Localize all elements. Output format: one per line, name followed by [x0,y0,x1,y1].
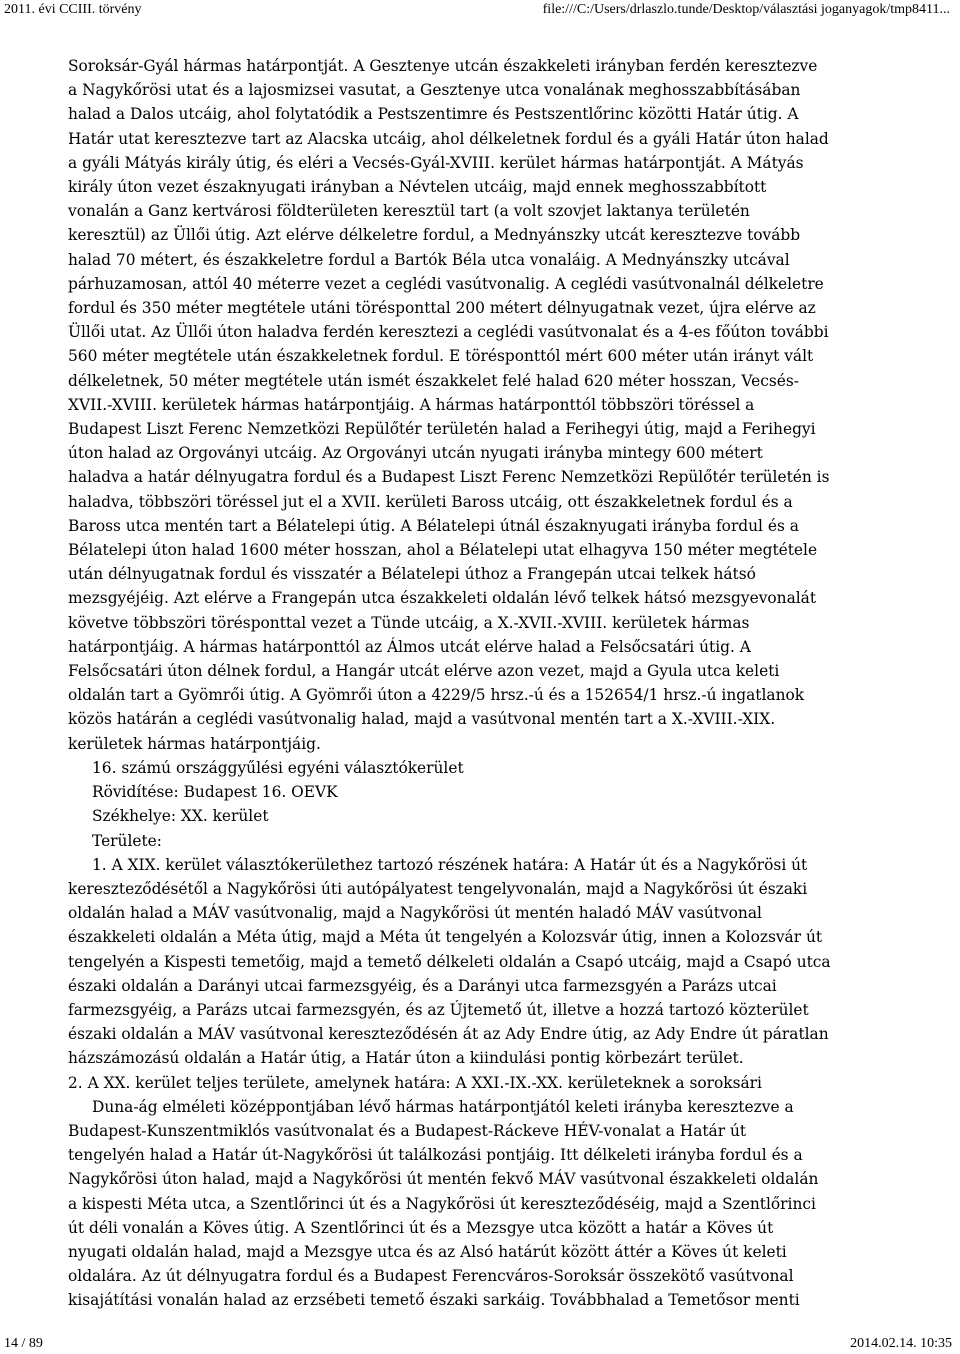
text-line: király úton vezet északnyugati irányban a Névtelen utcáig, majd ennek meghosszabbított [68,178,767,197]
text-line: mezsgyéjéig. Azt elérve a Frangepán utca északkeleti oldalán lévő telkek hátsó mezsgyevonalát [68,589,817,608]
text-line: kerületek hármas határpontjáig. [68,734,321,753]
text-line: kereszteződésétől a Nagykőrösi úti autópályatest tengelyvonalán, majd a Nagykőrösi út északi [68,879,808,898]
text-line: fordul és 350 méter megtétele utáni törésponttal 200 métert délnyugatnak vezet, újra elérve az [68,299,816,318]
text-line: északi oldalán a MÁV vasútvonal kereszteződésén át az Ady Endre útig, az Ady Endre út páratlan [68,1025,829,1044]
text-line: haladva a határ délnyugatra fordul és a Budapest Liszt Ferenc Nemzetközi Repülőtér területén is [68,468,830,487]
print-datetime: 2014.02.14. 10:35 [850,1336,952,1351]
text-line: délkeletnek, 50 méter megtétele után ismét északkelet felé halad 620 méter hosszan, Vecsés- [68,371,799,390]
text-line: úton halad az Orgoványi utcáig. Az Orgoványi utcán nyugati irányba mintegy 600 métert [68,444,763,463]
text-line: Határ utat keresztezve tart az Alacska utcáig, ahol délkeletnek fordul és a gyáli Határ úton halad [68,129,829,148]
text-line: közös határán a ceglédi vasútvonalig halad, majd a vasútvonal mentén tart a X.-XVIII.-XIX. [68,710,776,729]
text-line: oldalán tart a Gyömrői útig. A Gyömrői úton a 4229/5 hrsz.-ú és a 152654/1 hrsz.-ú ingatlanok [68,686,805,705]
text-line: haladva, többszöri töréssel jut el a XVII. kerületi Baross utcáig, ott északkeletnek fordul és a [68,492,793,511]
text-line: tengelyén halad a Határ út-Nagykőrösi út találkozási pontjáig. Itt délkeleti irányba fordul és a [68,1146,803,1165]
text-line: északi oldalán a Darányi utcai farmezsgyéig, és a Darányi utca farmezsgyén a Parázs utcai [68,976,777,995]
text-line: halad 70 métert, és északkeletre fordul a Bartók Béla utca vonaláig. A Mednyánszky utcával [68,250,790,269]
text-line: Területe: [92,831,162,850]
text-line: oldalán halad a MÁV vasútvonalig, majd a Nagykőrösi út mentén haladó MÁV vasútvonal [68,904,762,923]
text-line: oldalára. Az út délnyugatra fordul és a Budapest Ferencváros-Soroksár összekötő vasútvonal [68,1267,794,1286]
text-line: északkeleti oldalán a Méta útig, majd a Méta út tengelyén a Kolozsvár útig, innen a Kolozsvár út [68,928,823,947]
text-line: házszámozású oldalán a Határ útig, a Határ úton a kiindulási pontig körbezárt terület. [68,1049,744,1068]
text-line: Székhelye: XX. kerület [92,807,269,826]
text-line: Baross utca mentén tart a Bélatelepi útig. A Bélatelepi útnál északnyugati irányba fordul és a [68,516,799,535]
page-number: 14 / 89 [4,1336,43,1351]
text-line: 1. A XIX. kerület választókerülethez tartozó részének határa: A Határ út és a Nagykőrösi út [92,855,808,874]
text-line: határpontjáig. A hármas határponttól az Álmos utcát elérve halad a Felsőcsatári útig. A [68,637,751,656]
text-line: 16. számú országgyűlési egyéni választókerület [92,758,464,777]
text-line: Nagykőrösi úton halad, majd a Nagykőrösi út mentén fekvő MÁV vasútvonal északkeleti oldalán [68,1170,819,1189]
text-line: Soroksár-Gyál hármas határpontját. A Gesztenye utcán északkeleti irányban ferdén keresztezve [68,57,818,75]
text-line: Rövidítése: Budapest 16. OEVK [92,783,338,802]
document-body [68,54,894,1313]
text-line: Felsőcsatári úton délnek fordul, a Hangár utcát elérve azon vezet, majd a Gyula utca keleti [68,662,780,681]
text-line: vonalán a Ganz kertvárosi földterületen keresztül tart (a volt szovjet laktanya területén [68,202,750,221]
text-line: követve többszöri törésponttal vezet a Tünde utcáig, a X.-XVII.-XVIII. kerületek hármas [68,613,750,632]
text-line: XVII.-XVIII. kerületek hármas határpontjáig. A hármas határponttól többszöri töréssel a [68,395,755,414]
text-line: Bélatelepi úton halad 1600 méter hosszan, ahol a Bélatelepi utat elhagyva 150 méter megtétele [68,541,818,560]
text-line: keresztül) az Üllői útig. Azt elérve délkeletre fordul, a Mednyánszky utcát keresztezve tovább [68,226,801,245]
text-line: nyugati oldalán halad, majd a Mezsgye utca és az Alsó határút között áttér a Köves út keleti [68,1242,787,1261]
text-line: halad a Dalos utcáig, ahol folytatódik a Pestszentimre és Pestszentlőrinc közötti Határ útig. A [68,105,799,124]
text-line: Budapest-Kunszentmiklós vasútvonalat és a Budapest-Ráckeve HÉV-vonalat a Határ út [68,1121,747,1140]
text-line: után délnyugatnak fordul és visszatér a Bélatelepi úthoz a Frangepán utcai telkek hátsó [68,565,756,584]
text-line: farmezsgyéig, a Parázs utcai farmezsgyén, és az Újtemető út, illetve a hozzá tartozó közterület [68,1000,809,1019]
header-title: 2011. évi CCIII. törvény [4,2,142,17]
text-line: 2. A XX. kerület teljes területe, amelynek határa: A XXI.-IX.-XX. kerületeknek a soroksári [68,1073,762,1092]
text-line: a Nagykőrösi utat és a lajosmizsei vasutat, a Gesztenye utca vonalának meghosszabbításában [68,81,801,100]
text-line: tengelyén a Kispesti temetőig, majd a temető délkeleti oldalán a Csapó utcáig, majd a Csapó utca [68,952,831,971]
text-line: út déli vonalán a Köves útig. A Szentlőrinci út és a Mezsgye utca között a határ a Köves út [68,1218,774,1237]
text-line: Budapest Liszt Ferenc Nemzetközi Repülőtér területén halad a Ferihegyi útig, majd a Ferihegyi [68,420,816,439]
text-line: a kispesti Méta utca, a Szentlőrinci út és a Nagykőrösi út kereszteződéséig, majd a Szentlőrinci [68,1194,816,1213]
header-file-path: file:///C:/Users/drlaszlo.tunde/Desktop/választási joganyagok/tmp8411... [542,2,950,17]
text-line: Duna-ág elméleti középpontjában lévő hármas határpontjától keleti irányba keresztezve a [92,1097,794,1116]
text-line: Üllői utat. Az Üllői úton haladva ferdén keresztezi a ceglédi vasútvonalat és a 4-es főúton további [68,323,829,342]
text-line: kisajátítási vonalán halad az erzsébeti temető északi sarkáig. Továbbhalad a Temetősor menti [68,1291,800,1310]
text-line: 560 méter megtétele után északkeletnek fordul. E törésponttól mért 600 méter után irányt vált [68,347,814,366]
text-line: párhuzamosan, attól 40 méterre vezet a ceglédi vasútvonalig. A ceglédi vasútvonalnál délkeletre [68,274,824,293]
text-line: a gyáli Mátyás király útig, és eléri a Vecsés-Gyál-XVIII. kerület hármas határpontját. A Mátyás [68,153,804,172]
